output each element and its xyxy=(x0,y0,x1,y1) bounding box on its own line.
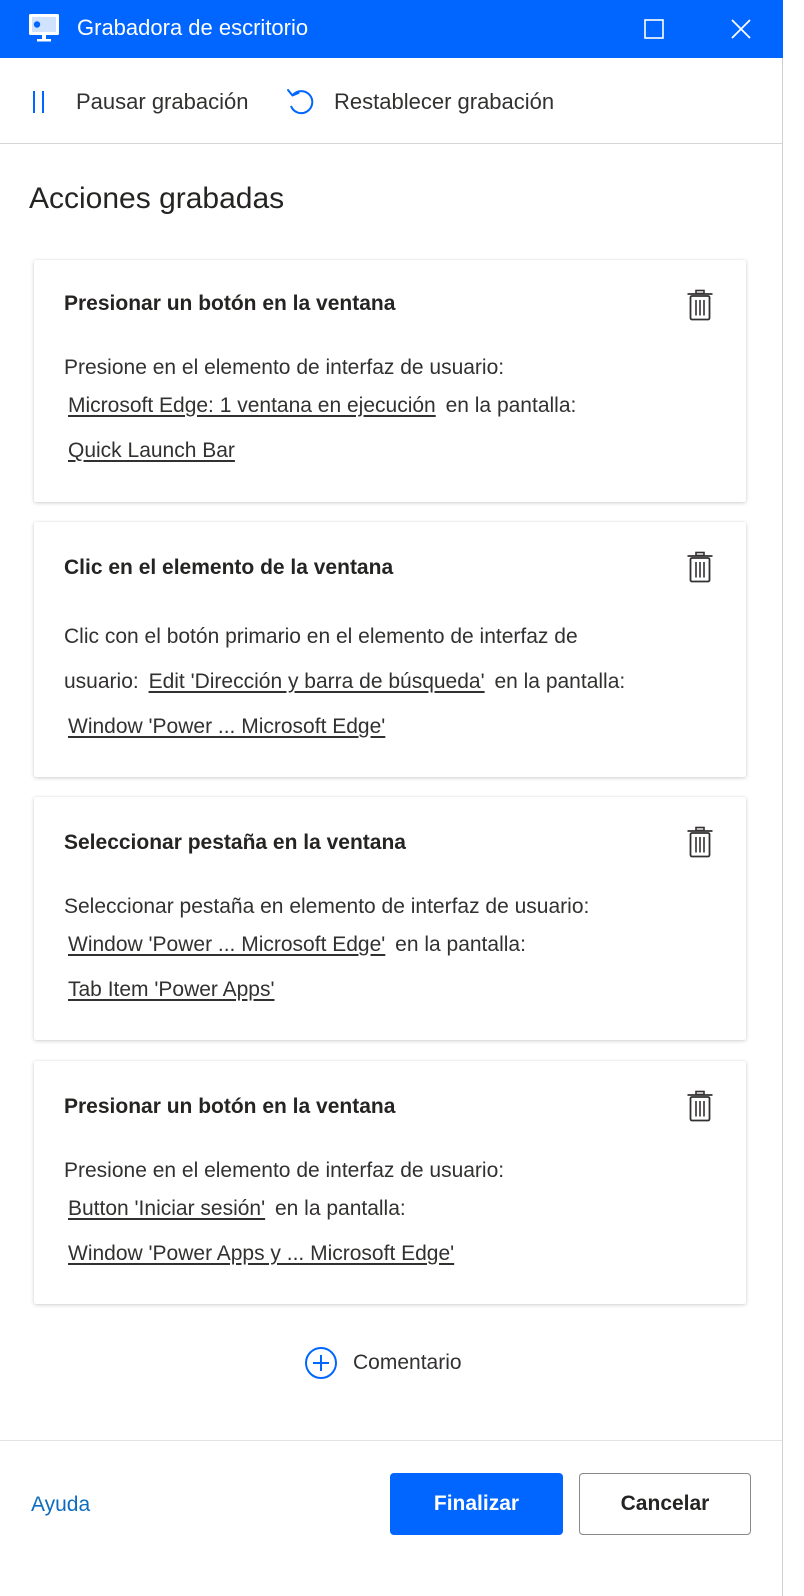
trash-icon xyxy=(686,289,714,321)
delete-action-button[interactable] xyxy=(684,825,716,859)
minimize-button[interactable] xyxy=(538,0,596,58)
delete-action-button[interactable] xyxy=(684,550,716,584)
action-screen-line xyxy=(64,437,239,465)
action-element-line xyxy=(64,931,526,959)
help-link[interactable]: Ayuda xyxy=(31,1493,91,1516)
maximize-button[interactable] xyxy=(625,0,683,58)
action-screen-line xyxy=(64,1240,458,1268)
trash-icon xyxy=(686,1090,714,1122)
action-element-line xyxy=(64,392,576,420)
reset-recording-button[interactable] xyxy=(284,82,554,122)
recorded-action-card xyxy=(34,1061,746,1304)
close-button[interactable] xyxy=(712,0,770,58)
reset-recording-label: Restablecer grabación xyxy=(334,89,555,114)
window-title: Grabadora de escritorio xyxy=(77,15,309,40)
delete-action-button[interactable] xyxy=(684,288,716,322)
footer xyxy=(0,1440,782,1596)
screen-label: en la pantalla: xyxy=(395,933,526,956)
minimize-icon xyxy=(556,18,578,40)
reset-icon xyxy=(284,85,318,119)
action-title: Presionar un botón en la ventana xyxy=(64,292,396,315)
screen-label: en la pantalla: xyxy=(445,394,577,417)
pause-recording-label: Pausar grabación xyxy=(76,89,249,114)
screen-link[interactable]: Quick Launch Bar xyxy=(68,439,235,462)
action-title: Seleccionar pestaña en la ventana xyxy=(64,831,406,854)
screen-label: en la pantalla: xyxy=(274,1197,406,1220)
recorder-toolbar xyxy=(0,58,782,144)
recorded-action-card xyxy=(34,797,746,1040)
action-element-line xyxy=(64,1195,406,1223)
delete-action-button[interactable] xyxy=(684,1089,716,1123)
screen-link[interactable]: Window 'Power Apps y ... Microsoft Edge' xyxy=(68,1242,455,1265)
trash-icon xyxy=(686,551,714,583)
action-description: Presione en el elemento de interfaz de usuario: xyxy=(64,1159,505,1182)
recorded-action-card xyxy=(34,260,746,502)
action-screen-line xyxy=(64,976,278,1004)
screen-link[interactable]: Tab Item 'Power Apps' xyxy=(68,978,275,1001)
add-comment-label: Comentario xyxy=(353,1351,462,1374)
action-screen-line xyxy=(64,713,389,741)
ui-element-link[interactable]: Button 'Iniciar sesión' xyxy=(68,1197,266,1220)
screen-link[interactable]: Window 'Power ... Microsoft Edge' xyxy=(68,715,386,738)
action-title: Clic en el elemento de la ventana xyxy=(64,556,394,579)
pause-recording-button[interactable] xyxy=(30,82,248,122)
ui-element-link[interactable]: Microsoft Edge: 1 ventana en ejecución xyxy=(68,394,436,417)
action-element-line xyxy=(64,668,625,696)
close-icon xyxy=(730,18,752,40)
pause-icon xyxy=(30,89,46,115)
action-description: Seleccionar pestaña en elemento de interfaz de usuario: xyxy=(64,895,590,918)
title-bar[interactable] xyxy=(0,0,783,58)
recorded-action-card xyxy=(34,522,746,777)
add-comment-button[interactable] xyxy=(304,1346,462,1380)
add-circle-icon xyxy=(304,1346,338,1380)
finish-button[interactable]: Finalizar xyxy=(390,1473,563,1535)
action-description: Presione en el elemento de interfaz de usuario: xyxy=(64,356,505,379)
cancel-button[interactable]: Cancelar xyxy=(579,1473,751,1535)
action-description: Clic con el botón primario en el elemento de interfaz de xyxy=(64,625,578,648)
ui-element-link[interactable]: Window 'Power ... Microsoft Edge' xyxy=(68,933,386,956)
description-continued: usuario: xyxy=(64,670,139,693)
screen-label: en la pantalla: xyxy=(494,670,626,693)
trash-icon xyxy=(686,826,714,858)
maximize-icon xyxy=(644,19,664,39)
section-title: Acciones grabadas xyxy=(29,182,285,215)
action-title: Presionar un botón en la ventana xyxy=(64,1095,396,1118)
ui-element-link[interactable]: Edit 'Dirección y barra de búsqueda' xyxy=(148,670,485,693)
monitor-recorder-icon xyxy=(27,12,63,44)
